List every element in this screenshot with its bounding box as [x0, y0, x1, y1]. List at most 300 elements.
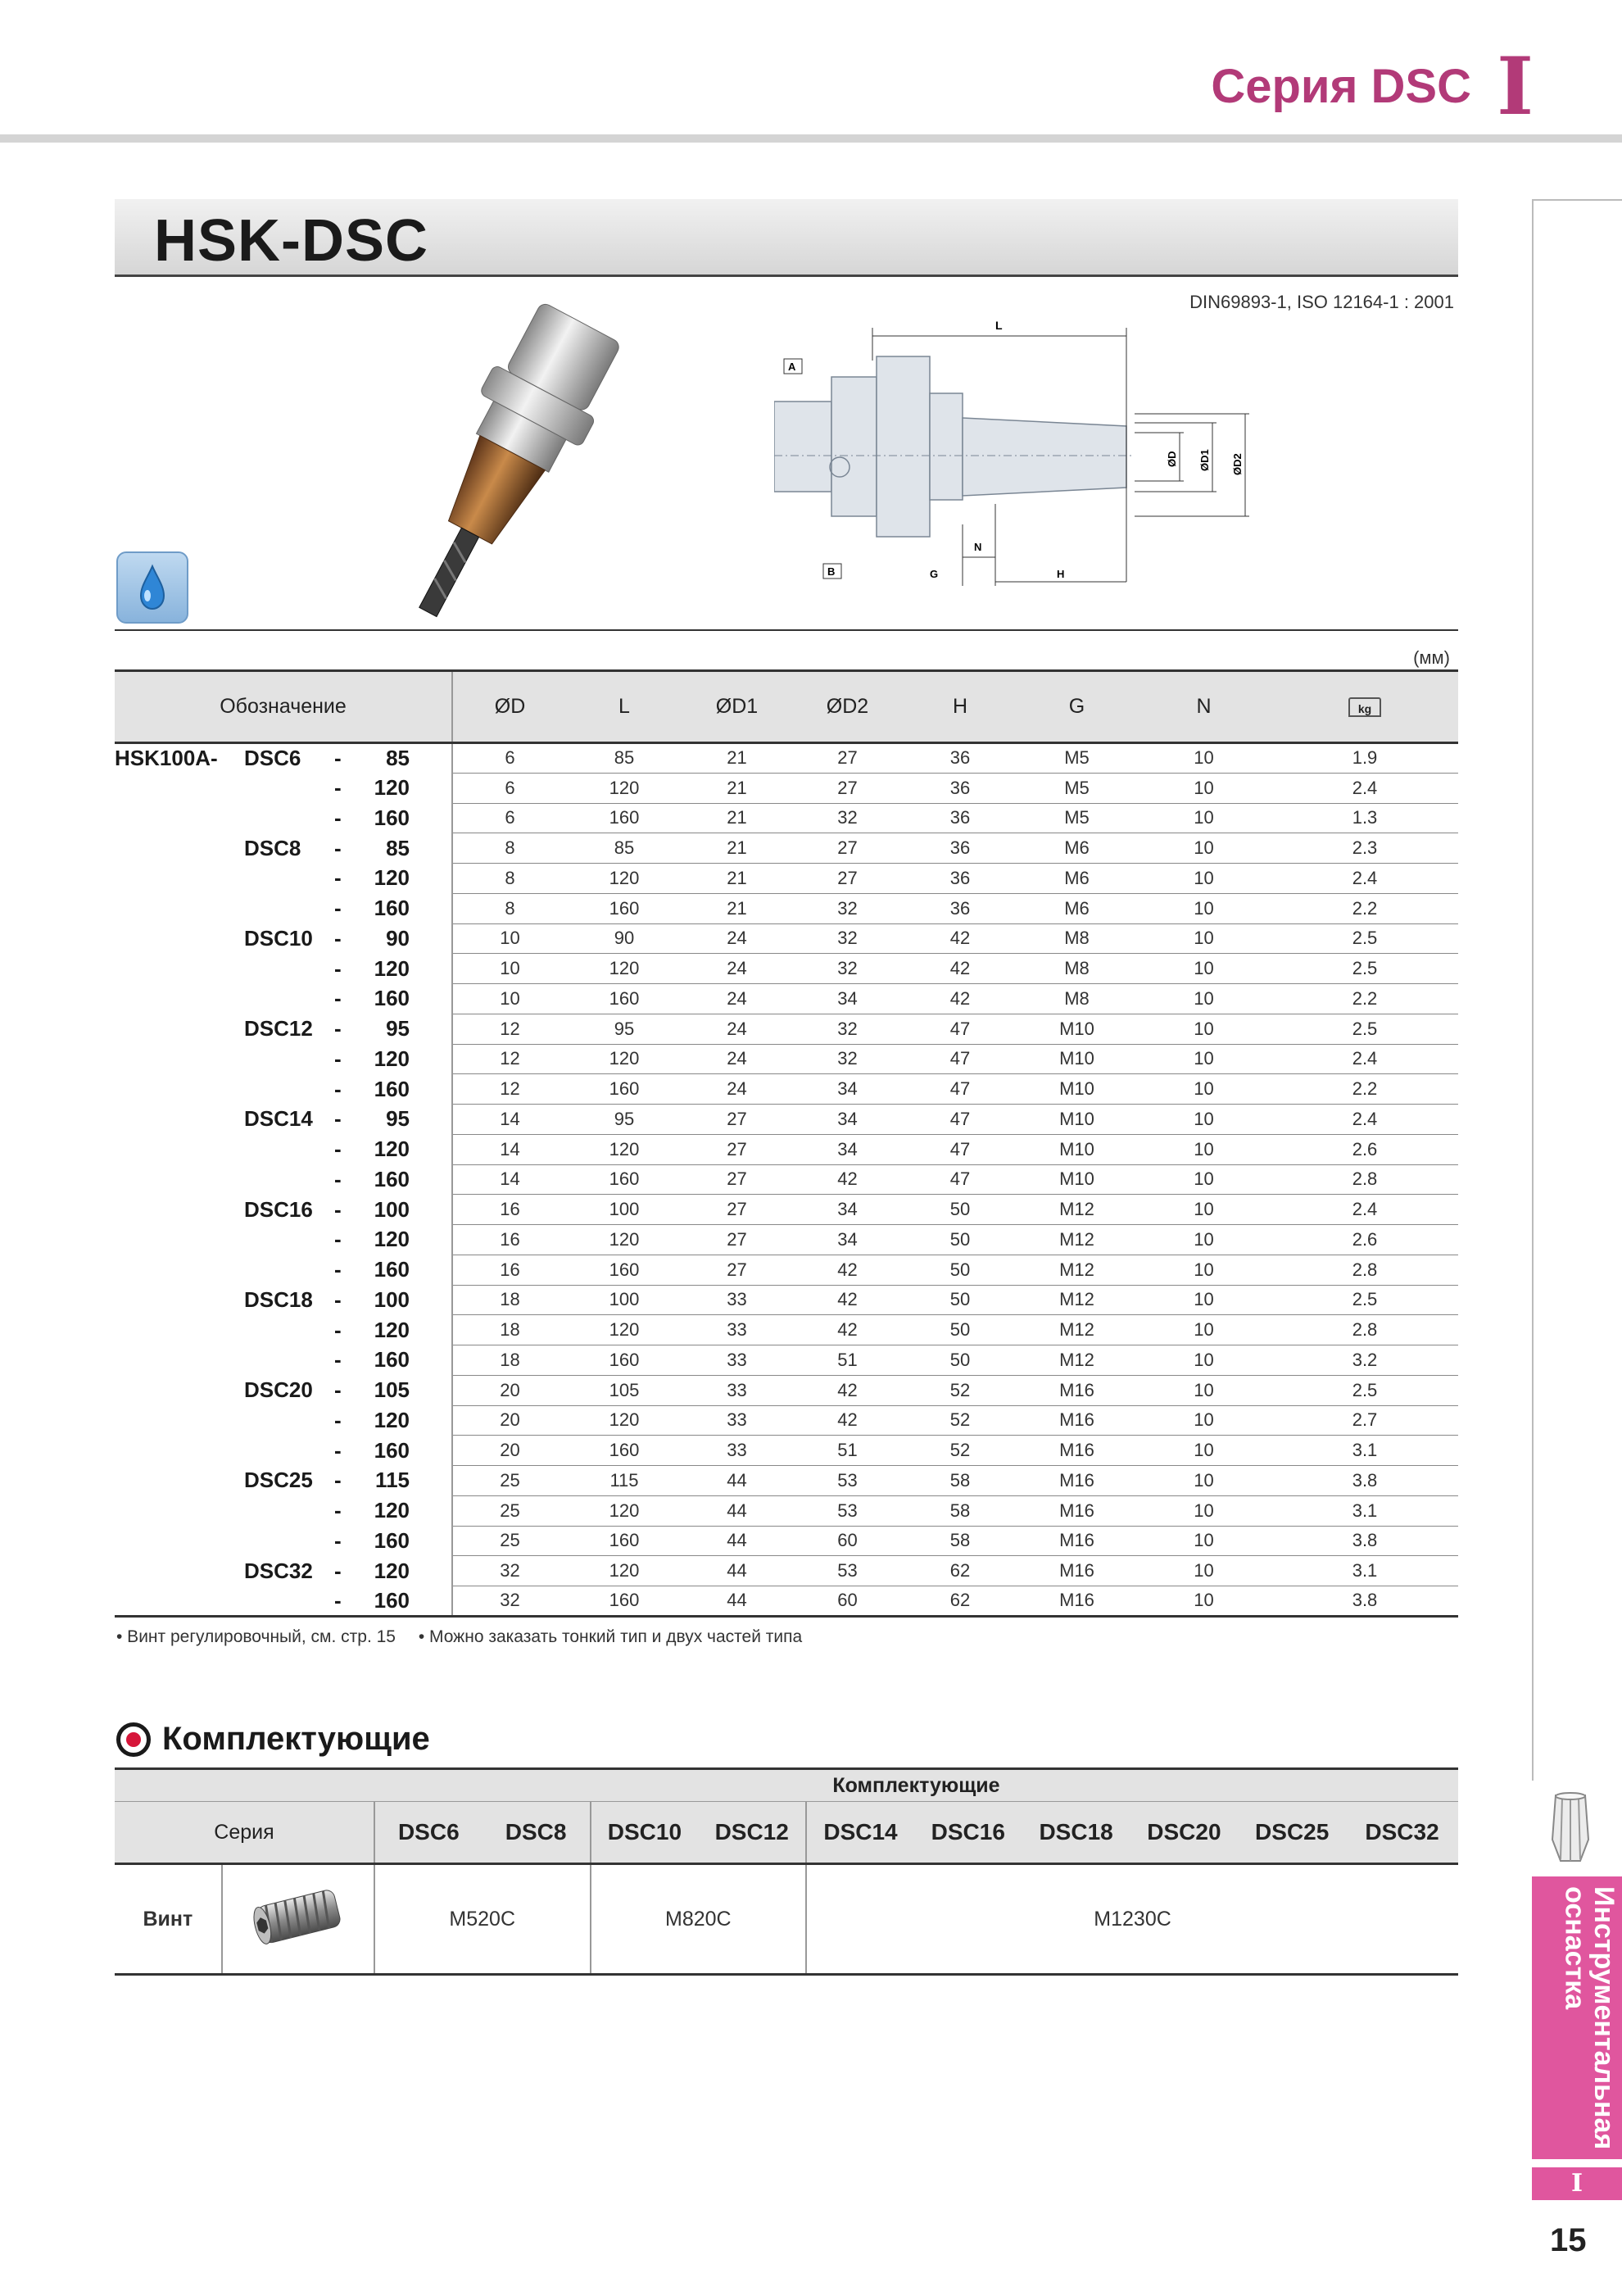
- cell-g: M10: [1017, 1164, 1136, 1195]
- cell-d1: 24: [682, 954, 792, 984]
- table-row: [115, 1345, 1458, 1376]
- cell-d: 14: [452, 1134, 567, 1164]
- cell-l: 160: [567, 1436, 682, 1466]
- cell-n: 10: [1136, 833, 1271, 864]
- accessories-table: [115, 1767, 1458, 1976]
- cell-g: M12: [1017, 1285, 1136, 1315]
- cell-h: 50: [903, 1195, 1017, 1225]
- designation-length: 85: [386, 746, 410, 771]
- cell-n: 10: [1136, 1074, 1271, 1105]
- cell-g: M5: [1017, 773, 1136, 803]
- cell-n: 10: [1136, 1556, 1271, 1586]
- designation-cell: [115, 1014, 452, 1044]
- designation-length: 160: [374, 896, 410, 921]
- cell-n: 10: [1136, 1164, 1271, 1195]
- designation-cell: [115, 803, 452, 833]
- designation-dash: -: [334, 746, 342, 771]
- cell-g: M8: [1017, 984, 1136, 1014]
- cell-g: M16: [1017, 1466, 1136, 1496]
- designation-length: 120: [374, 1317, 410, 1342]
- designation-cell: [115, 833, 452, 864]
- designation-dash: -: [334, 1286, 342, 1312]
- designation-length: 95: [386, 1106, 410, 1132]
- designation-length: 160: [374, 1437, 410, 1463]
- tool-holder-photo: [319, 299, 664, 619]
- cell-h: 36: [903, 803, 1017, 833]
- designation-cell: [115, 1495, 452, 1526]
- accessories-screw-row: [115, 1864, 1458, 1975]
- table-row: [115, 893, 1458, 923]
- designation-length: 160: [374, 1527, 410, 1553]
- cell-h: 52: [903, 1375, 1017, 1405]
- cell-n: 10: [1136, 954, 1271, 984]
- designation-dash: -: [334, 805, 342, 830]
- designation-dash: -: [334, 1166, 342, 1191]
- screw-icon: [245, 1880, 351, 1953]
- size-dsc20: DSC20: [1130, 1802, 1238, 1864]
- cell-g: M12: [1017, 1315, 1136, 1345]
- cell-d1: 44: [682, 1466, 792, 1496]
- cell-n: 10: [1136, 1255, 1271, 1285]
- cell-d: 6: [452, 773, 567, 803]
- footnotes: [116, 1627, 820, 1647]
- cell-g: M10: [1017, 1105, 1136, 1135]
- weight-icon: kg: [1348, 697, 1381, 717]
- cell-d2: 27: [792, 743, 903, 774]
- cell-l: 160: [567, 984, 682, 1014]
- dim-D2: ØD2: [1231, 453, 1244, 475]
- cell-h: 36: [903, 833, 1017, 864]
- cell-kg: 2.8: [1271, 1315, 1458, 1345]
- designation-dash: -: [334, 1437, 342, 1463]
- header-d1: ØD1: [682, 671, 792, 743]
- designation-length: 120: [374, 1558, 410, 1583]
- cell-kg: 3.1: [1271, 1436, 1458, 1466]
- cell-d2: 34: [792, 1225, 903, 1255]
- cell-n: 10: [1136, 773, 1271, 803]
- designation-series: DSC10: [244, 925, 313, 951]
- cell-n: 10: [1136, 1285, 1271, 1315]
- designation-cell: [115, 1044, 452, 1074]
- designation-cell: [115, 1105, 452, 1135]
- designation-cell: [115, 1556, 452, 1586]
- designation-dash: -: [334, 1587, 342, 1613]
- designation-prefix: HSK100A-: [115, 746, 218, 771]
- footnote-order: • Можно заказать тонкий тип и двух частей типа: [418, 1627, 803, 1646]
- cell-h: 42: [903, 984, 1017, 1014]
- cell-h: 50: [903, 1225, 1017, 1255]
- designation-cell: [115, 1164, 452, 1195]
- designation-dash: -: [334, 1227, 342, 1252]
- cell-l: 160: [567, 893, 682, 923]
- cell-kg: 2.3: [1271, 833, 1458, 864]
- dim-N: N: [974, 541, 982, 553]
- spec-header-row: [115, 671, 1458, 743]
- cell-h: 47: [903, 1014, 1017, 1044]
- cell-d1: 27: [682, 1225, 792, 1255]
- cell-d2: 32: [792, 923, 903, 954]
- cell-n: 10: [1136, 1375, 1271, 1405]
- ref-B: B: [827, 565, 836, 578]
- designation-length: 160: [374, 1587, 410, 1613]
- cell-d: 25: [452, 1466, 567, 1496]
- designation-length: 100: [374, 1196, 410, 1222]
- cell-d2: 53: [792, 1556, 903, 1586]
- size-dsc14: DSC14: [806, 1802, 914, 1864]
- cell-h: 36: [903, 864, 1017, 894]
- designation-length: 160: [374, 1076, 410, 1101]
- designation-cell: [115, 1345, 452, 1376]
- cell-l: 160: [567, 1345, 682, 1376]
- cell-d: 6: [452, 803, 567, 833]
- designation-cell: [115, 1436, 452, 1466]
- designation-dash: -: [334, 1046, 342, 1071]
- cell-d: 10: [452, 954, 567, 984]
- dim-H: H: [1057, 568, 1065, 580]
- cell-d2: 51: [792, 1436, 903, 1466]
- table-row: [115, 1495, 1458, 1526]
- cell-n: 10: [1136, 1436, 1271, 1466]
- designation-cell: [115, 743, 452, 774]
- dim-D1: ØD1: [1198, 449, 1211, 471]
- cell-h: 47: [903, 1044, 1017, 1074]
- designation-series: DSC8: [244, 835, 301, 860]
- dim-L: L: [995, 319, 1003, 332]
- side-panel: [1532, 199, 1622, 1781]
- cell-d: 16: [452, 1225, 567, 1255]
- cell-h: 47: [903, 1164, 1017, 1195]
- designation-series: DSC16: [244, 1196, 313, 1222]
- cell-d1: 27: [682, 1134, 792, 1164]
- cell-n: 10: [1136, 893, 1271, 923]
- cell-n: 10: [1136, 1345, 1271, 1376]
- cell-kg: 3.8: [1271, 1586, 1458, 1617]
- designation-dash: -: [334, 835, 342, 860]
- cell-g: M16: [1017, 1586, 1136, 1617]
- cell-d1: 24: [682, 984, 792, 1014]
- designation-length: 160: [374, 805, 410, 830]
- designation-cell: [115, 773, 452, 803]
- cell-l: 160: [567, 1164, 682, 1195]
- cell-l: 115: [567, 1466, 682, 1496]
- cell-h: 36: [903, 743, 1017, 774]
- cell-d: 18: [452, 1285, 567, 1315]
- accessories-size-row: [115, 1802, 1458, 1864]
- screw-label: Винт: [115, 1864, 222, 1975]
- cell-h: 42: [903, 954, 1017, 984]
- cell-kg: 2.4: [1271, 1195, 1458, 1225]
- cell-n: 10: [1136, 1405, 1271, 1436]
- cell-d1: 21: [682, 743, 792, 774]
- unit-label: (мм): [1413, 647, 1450, 668]
- cell-l: 120: [567, 1315, 682, 1345]
- cell-d1: 44: [682, 1495, 792, 1526]
- header-weight: [1271, 671, 1458, 743]
- cell-g: M6: [1017, 833, 1136, 864]
- designation-series: DSC6: [244, 746, 301, 771]
- size-dsc8: DSC8: [483, 1802, 591, 1864]
- cell-kg: 2.2: [1271, 1074, 1458, 1105]
- cell-d: 16: [452, 1255, 567, 1285]
- table-row: [115, 1375, 1458, 1405]
- table-row: [115, 1014, 1458, 1044]
- cell-l: 120: [567, 773, 682, 803]
- designation-dash: -: [334, 986, 342, 1011]
- cell-g: M5: [1017, 803, 1136, 833]
- table-row: [115, 803, 1458, 833]
- designation-length: 100: [374, 1286, 410, 1312]
- designation-dash: -: [334, 1377, 342, 1403]
- designation-cell: [115, 893, 452, 923]
- cell-kg: 2.4: [1271, 773, 1458, 803]
- cell-kg: 2.5: [1271, 1375, 1458, 1405]
- designation-dash: -: [334, 1468, 342, 1493]
- designation-dash: -: [334, 1106, 342, 1132]
- cell-n: 10: [1136, 1315, 1271, 1345]
- designation-cell: [115, 1285, 452, 1315]
- designation-length: 105: [374, 1377, 410, 1403]
- cell-g: M10: [1017, 1014, 1136, 1044]
- designation-length: 160: [374, 986, 410, 1011]
- designation-cell: [115, 984, 452, 1014]
- cell-d2: 60: [792, 1586, 903, 1617]
- cell-d1: 21: [682, 833, 792, 864]
- size-dsc6: DSC6: [374, 1802, 483, 1864]
- cell-l: 85: [567, 743, 682, 774]
- cell-g: M16: [1017, 1495, 1136, 1526]
- table-row: [115, 1466, 1458, 1496]
- cell-l: 120: [567, 1405, 682, 1436]
- cell-d1: 24: [682, 1044, 792, 1074]
- designation-dash: -: [334, 1407, 342, 1432]
- designation-cell: [115, 1134, 452, 1164]
- designation-dash: -: [334, 955, 342, 981]
- cell-d: 18: [452, 1315, 567, 1345]
- table-row: [115, 1556, 1458, 1586]
- cell-kg: 2.2: [1271, 984, 1458, 1014]
- cell-l: 95: [567, 1014, 682, 1044]
- size-dsc16: DSC16: [914, 1802, 1022, 1864]
- designation-cell: [115, 1526, 452, 1556]
- accessories-title: Комплектующие: [162, 1721, 430, 1757]
- cell-kg: 3.1: [1271, 1495, 1458, 1526]
- cell-n: 10: [1136, 1044, 1271, 1074]
- cell-g: M12: [1017, 1195, 1136, 1225]
- designation-cell: [115, 954, 452, 984]
- designation-cell: [115, 1315, 452, 1345]
- designation-dash: -: [334, 1347, 342, 1373]
- table-row: [115, 743, 1458, 774]
- cell-d: 8: [452, 833, 567, 864]
- designation-length: 95: [386, 1016, 410, 1041]
- cell-h: 62: [903, 1556, 1017, 1586]
- cell-d2: 53: [792, 1466, 903, 1496]
- cell-n: 10: [1136, 1105, 1271, 1135]
- cell-kg: 2.8: [1271, 1164, 1458, 1195]
- footnote-screw: • Винт регулировочный, см. стр. 15: [116, 1627, 396, 1646]
- designation-cell: [115, 1586, 452, 1617]
- cell-kg: 2.4: [1271, 864, 1458, 894]
- cell-g: M16: [1017, 1375, 1136, 1405]
- cell-g: M6: [1017, 864, 1136, 894]
- bullet-target-icon: [116, 1722, 151, 1757]
- cell-kg: 2.5: [1271, 954, 1458, 984]
- designation-cell: [115, 1466, 452, 1496]
- cell-d2: 32: [792, 893, 903, 923]
- cell-d2: 34: [792, 1074, 903, 1105]
- table-row: [115, 1225, 1458, 1255]
- screw-value-m1230c: M1230C: [806, 1864, 1458, 1975]
- cell-n: 10: [1136, 864, 1271, 894]
- designation-series: DSC18: [244, 1286, 313, 1312]
- cell-g: M16: [1017, 1436, 1136, 1466]
- cell-d: 14: [452, 1105, 567, 1135]
- designation-length: 120: [374, 1498, 410, 1523]
- cell-n: 10: [1136, 1466, 1271, 1496]
- table-row: [115, 1436, 1458, 1466]
- designation-dash: -: [334, 865, 342, 891]
- ref-A: A: [788, 361, 796, 373]
- header-designation: Обозначение: [115, 671, 452, 743]
- cell-d: 25: [452, 1526, 567, 1556]
- cell-d: 10: [452, 984, 567, 1014]
- cell-d2: 34: [792, 984, 903, 1014]
- designation-length: 85: [386, 835, 410, 860]
- accessories-heading: [116, 1721, 430, 1758]
- spec-table: [115, 669, 1458, 1618]
- cell-d: 20: [452, 1436, 567, 1466]
- cell-kg: 2.6: [1271, 1225, 1458, 1255]
- cell-g: M8: [1017, 923, 1136, 954]
- designation-dash: -: [334, 1137, 342, 1162]
- cell-d2: 42: [792, 1164, 903, 1195]
- standard-reference: DIN69893-1, ISO 12164-1 : 2001: [1189, 292, 1454, 312]
- cell-kg: 2.4: [1271, 1105, 1458, 1135]
- cell-d2: 51: [792, 1345, 903, 1376]
- table-row: [115, 864, 1458, 894]
- cell-l: 160: [567, 803, 682, 833]
- table-row: [115, 923, 1458, 954]
- page-number: 15: [1550, 2222, 1587, 2258]
- cell-g: M5: [1017, 743, 1136, 774]
- designation-cell: [115, 1375, 452, 1405]
- table-row: [115, 1405, 1458, 1436]
- designation-dash: -: [334, 1558, 342, 1583]
- section-rule: [115, 629, 1458, 631]
- designation-cell: [115, 1195, 452, 1225]
- cell-g: M8: [1017, 954, 1136, 984]
- cell-h: 50: [903, 1315, 1017, 1345]
- designation-length: 120: [374, 1137, 410, 1162]
- cell-d: 25: [452, 1495, 567, 1526]
- cell-l: 160: [567, 1255, 682, 1285]
- size-dsc32: DSC32: [1346, 1802, 1458, 1864]
- table-row: [115, 984, 1458, 1014]
- cell-d2: 27: [792, 864, 903, 894]
- cell-kg: 2.8: [1271, 1255, 1458, 1285]
- cell-h: 50: [903, 1255, 1017, 1285]
- cell-d1: 44: [682, 1526, 792, 1556]
- header-rule: [0, 134, 1622, 143]
- screw-value-m820c: M820C: [591, 1864, 807, 1975]
- cell-d2: 42: [792, 1405, 903, 1436]
- cell-g: M6: [1017, 893, 1136, 923]
- cell-kg: 3.8: [1271, 1466, 1458, 1496]
- cell-l: 120: [567, 1225, 682, 1255]
- cell-l: 160: [567, 1074, 682, 1105]
- cell-g: M12: [1017, 1225, 1136, 1255]
- header-h: H: [903, 671, 1017, 743]
- designation-dash: -: [334, 1317, 342, 1342]
- cell-d1: 33: [682, 1405, 792, 1436]
- cell-d1: 24: [682, 923, 792, 954]
- cell-d1: 33: [682, 1375, 792, 1405]
- cell-kg: 3.2: [1271, 1345, 1458, 1376]
- header-d2: ØD2: [792, 671, 903, 743]
- table-row: [115, 773, 1458, 803]
- designation-cell: [115, 1074, 452, 1105]
- designation-cell: [115, 1255, 452, 1285]
- designation-dash: -: [334, 1016, 342, 1041]
- cell-d2: 34: [792, 1134, 903, 1164]
- cell-d1: 27: [682, 1195, 792, 1225]
- cell-h: 47: [903, 1105, 1017, 1135]
- cell-g: M12: [1017, 1345, 1136, 1376]
- designation-dash: -: [334, 775, 342, 801]
- designation-dash: -: [334, 1196, 342, 1222]
- designation-cell: [115, 864, 452, 894]
- accessories-group-header: Комплектующие: [374, 1769, 1458, 1802]
- cell-d2: 34: [792, 1105, 903, 1135]
- cell-kg: 3.1: [1271, 1556, 1458, 1586]
- technical-drawing: [774, 311, 1266, 594]
- cell-n: 10: [1136, 743, 1271, 774]
- cell-d1: 21: [682, 803, 792, 833]
- cell-h: 36: [903, 773, 1017, 803]
- cell-g: M16: [1017, 1405, 1136, 1436]
- cell-h: 58: [903, 1466, 1017, 1496]
- cell-l: 120: [567, 1134, 682, 1164]
- cell-d: 12: [452, 1074, 567, 1105]
- cell-n: 10: [1136, 803, 1271, 833]
- cell-g: M10: [1017, 1074, 1136, 1105]
- size-dsc10: DSC10: [591, 1802, 699, 1864]
- cell-n: 10: [1136, 1195, 1271, 1225]
- cell-d2: 53: [792, 1495, 903, 1526]
- cell-d1: 33: [682, 1345, 792, 1376]
- cell-d1: 21: [682, 864, 792, 894]
- cell-d2: 60: [792, 1526, 903, 1556]
- cell-l: 85: [567, 833, 682, 864]
- cell-kg: 3.8: [1271, 1526, 1458, 1556]
- cell-l: 95: [567, 1105, 682, 1135]
- cell-n: 10: [1136, 1134, 1271, 1164]
- cell-d2: 32: [792, 1014, 903, 1044]
- table-row: [115, 1586, 1458, 1617]
- designation-length: 90: [386, 925, 410, 951]
- cell-d1: 44: [682, 1586, 792, 1617]
- cell-h: 52: [903, 1405, 1017, 1436]
- cell-h: 42: [903, 923, 1017, 954]
- cell-d: 20: [452, 1375, 567, 1405]
- cell-d: 12: [452, 1044, 567, 1074]
- accessories-group-row: [115, 1769, 1458, 1802]
- cell-g: M10: [1017, 1134, 1136, 1164]
- cell-d: 18: [452, 1345, 567, 1376]
- designation-length: 160: [374, 1257, 410, 1282]
- cell-kg: 2.5: [1271, 923, 1458, 954]
- cell-l: 120: [567, 1556, 682, 1586]
